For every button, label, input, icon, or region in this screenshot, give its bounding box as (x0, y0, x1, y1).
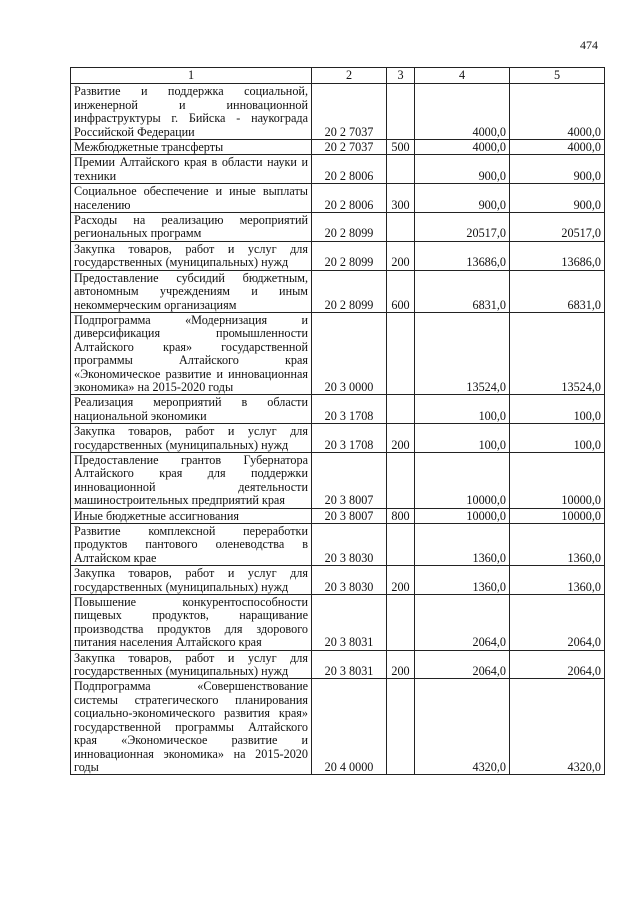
row-name-cell: Закупка товаров, работ и услуг для государственных (муниципальных) нужд (71, 241, 312, 270)
table-row (71, 508, 605, 523)
row-name-cell: Развитие и поддержка социальной, инженерной и инновационной инфраструктуры г. Бийска - наукограда Российской Федерации (71, 84, 312, 140)
row-type-cell: 600 (387, 270, 415, 312)
row-value-cell: 900,0 (415, 184, 510, 213)
row-code-cell: 20 3 0000 (312, 312, 387, 394)
row-type-cell (387, 595, 415, 651)
budget-table (70, 67, 605, 775)
column-header: 2 (312, 68, 387, 84)
row-code-cell: 20 2 8006 (312, 184, 387, 213)
row-code-cell: 20 3 8031 (312, 650, 387, 679)
row-value-cell: 2064,0 (510, 595, 605, 651)
row-value-cell: 2064,0 (415, 650, 510, 679)
row-code-cell: 20 3 8030 (312, 566, 387, 595)
table-body (71, 84, 605, 775)
table-row (71, 395, 605, 424)
column-header: 5 (510, 68, 605, 84)
row-type-cell: 300 (387, 184, 415, 213)
row-code-cell: 20 2 8099 (312, 270, 387, 312)
row-value-cell: 1360,0 (510, 524, 605, 566)
row-value-cell: 10000,0 (415, 508, 510, 523)
row-value-cell: 4320,0 (510, 679, 605, 775)
row-value-cell: 4000,0 (510, 140, 605, 155)
table-row (71, 241, 605, 270)
row-value-cell: 900,0 (510, 155, 605, 184)
row-code-cell: 20 3 8007 (312, 508, 387, 523)
table-row (71, 595, 605, 651)
column-header: 1 (71, 68, 312, 84)
table-row (71, 184, 605, 213)
table-row (71, 424, 605, 453)
table-row (71, 84, 605, 140)
row-type-cell (387, 84, 415, 140)
row-code-cell: 20 2 7037 (312, 140, 387, 155)
row-value-cell: 100,0 (415, 395, 510, 424)
row-name-cell: Межбюджетные трансферты (71, 140, 312, 155)
row-value-cell: 4320,0 (415, 679, 510, 775)
row-value-cell: 20517,0 (415, 213, 510, 242)
row-name-cell: Социальное обеспечение и иные выплаты населению (71, 184, 312, 213)
row-value-cell: 1360,0 (415, 566, 510, 595)
row-value-cell: 13524,0 (510, 312, 605, 394)
column-header: 3 (387, 68, 415, 84)
row-name-cell: Развитие комплексной переработки продуктов пантового оленеводства в Алтайском крае (71, 524, 312, 566)
row-value-cell: 10000,0 (415, 452, 510, 508)
row-value-cell: 1360,0 (510, 566, 605, 595)
table-row (71, 312, 605, 394)
table-row (71, 679, 605, 775)
row-value-cell: 100,0 (510, 395, 605, 424)
table-row (71, 140, 605, 155)
table-row (71, 155, 605, 184)
column-header: 4 (415, 68, 510, 84)
row-code-cell: 20 3 8030 (312, 524, 387, 566)
row-value-cell: 1360,0 (415, 524, 510, 566)
row-code-cell: 20 2 8006 (312, 155, 387, 184)
row-value-cell: 900,0 (415, 155, 510, 184)
row-value-cell: 13686,0 (510, 241, 605, 270)
table-row (71, 213, 605, 242)
row-name-cell: Расходы на реализацию мероприятий региональных программ (71, 213, 312, 242)
row-name-cell: Предоставление грантов Губернатора Алтайского края для поддержки инновационной деятельности машиностроительных предприятий края (71, 452, 312, 508)
row-type-cell (387, 213, 415, 242)
table-row (71, 524, 605, 566)
row-type-cell: 200 (387, 650, 415, 679)
row-type-cell: 500 (387, 140, 415, 155)
row-value-cell: 2064,0 (510, 650, 605, 679)
row-value-cell: 13686,0 (415, 241, 510, 270)
row-value-cell: 13524,0 (415, 312, 510, 394)
row-value-cell: 10000,0 (510, 508, 605, 523)
row-name-cell: Закупка товаров, работ и услуг для государственных (муниципальных) нужд (71, 566, 312, 595)
row-type-cell: 200 (387, 566, 415, 595)
row-type-cell: 200 (387, 241, 415, 270)
table-row (71, 650, 605, 679)
row-name-cell: Закупка товаров, работ и услуг для государственных (муниципальных) нужд (71, 424, 312, 453)
table-row (71, 270, 605, 312)
row-type-cell (387, 155, 415, 184)
row-value-cell: 100,0 (415, 424, 510, 453)
row-name-cell: Закупка товаров, работ и услуг для государственных (муниципальных) нужд (71, 650, 312, 679)
row-code-cell: 20 3 8007 (312, 452, 387, 508)
row-value-cell: 6831,0 (510, 270, 605, 312)
row-code-cell: 20 4 0000 (312, 679, 387, 775)
row-code-cell: 20 3 1708 (312, 424, 387, 453)
row-value-cell: 6831,0 (415, 270, 510, 312)
row-name-cell: Реализация мероприятий в области национальной экономики (71, 395, 312, 424)
row-type-cell: 200 (387, 424, 415, 453)
table-header-row (71, 68, 605, 84)
row-type-cell (387, 452, 415, 508)
row-value-cell: 900,0 (510, 184, 605, 213)
row-name-cell: Подпрограмма «Совершенствование системы стратегического планирования социально-экономического развития края» государственной программы Алтайского края «Экономическое развитие и инновационная экономика» на 2015-2020 годы (71, 679, 312, 775)
row-value-cell: 4000,0 (510, 84, 605, 140)
row-value-cell: 10000,0 (510, 452, 605, 508)
page-number: 474 (580, 38, 598, 52)
row-code-cell: 20 2 7037 (312, 84, 387, 140)
row-name-cell: Премии Алтайского края в области науки и техники (71, 155, 312, 184)
table-row (71, 566, 605, 595)
row-type-cell (387, 312, 415, 394)
row-value-cell: 4000,0 (415, 140, 510, 155)
row-type-cell: 800 (387, 508, 415, 523)
row-code-cell: 20 3 8031 (312, 595, 387, 651)
row-type-cell (387, 679, 415, 775)
row-name-cell: Иные бюджетные ассигнования (71, 508, 312, 523)
row-code-cell: 20 3 1708 (312, 395, 387, 424)
row-value-cell: 2064,0 (415, 595, 510, 651)
row-code-cell: 20 2 8099 (312, 241, 387, 270)
row-value-cell: 20517,0 (510, 213, 605, 242)
row-value-cell: 4000,0 (415, 84, 510, 140)
row-type-cell (387, 395, 415, 424)
row-value-cell: 100,0 (510, 424, 605, 453)
row-name-cell: Подпрограмма «Модернизация и диверсификация промышленности Алтайского края» государственной программы Алтайского края «Экономическое развитие и инновационная экономика» на 2015-2020 годы (71, 312, 312, 394)
row-name-cell: Предоставление субсидий бюджетным, автономным учреждениям и иным некоммерческим организациям (71, 270, 312, 312)
row-name-cell: Повышение конкурентоспособности пищевых продуктов, наращивание производства продуктов для здорового питания населения Алтайского края (71, 595, 312, 651)
row-code-cell: 20 2 8099 (312, 213, 387, 242)
row-type-cell (387, 524, 415, 566)
table-row (71, 452, 605, 508)
